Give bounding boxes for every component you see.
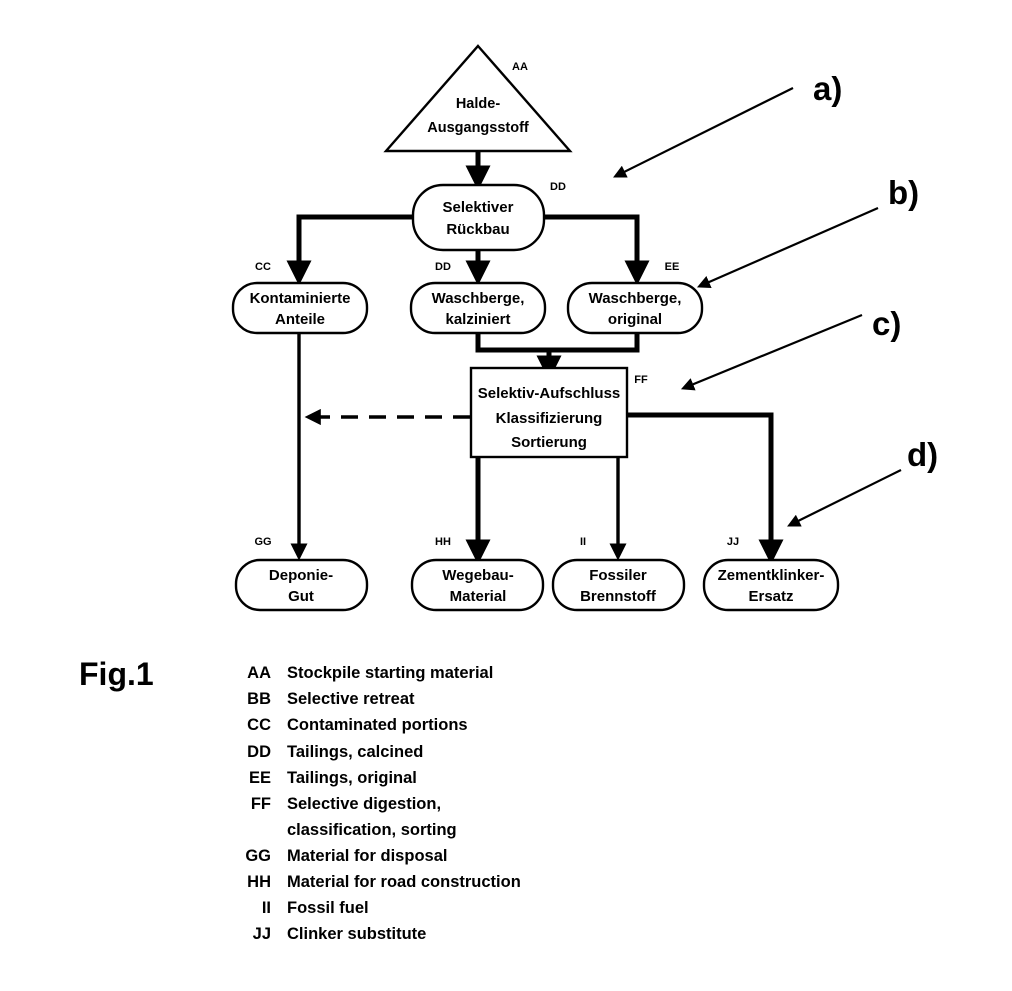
node-label-line: Klassifizierung [495, 409, 603, 427]
node-label-line: Deponie- [268, 566, 334, 584]
node-material-for-disposal[interactable] [236, 536, 367, 610]
node-tag: AA [512, 61, 528, 73]
node-label-line: Selektiv-Aufschluss [477, 384, 621, 402]
legend-key: BB [247, 690, 271, 708]
legend-key: II [261, 899, 271, 917]
legend-text: Tailings, calcined [287, 743, 424, 761]
node-label-line: Sortierung [511, 433, 587, 451]
callout-a [616, 70, 842, 176]
node-tag: DD [435, 261, 451, 273]
connector-bb-cc [299, 217, 420, 273]
node-label-line: Brennstoff [580, 587, 656, 605]
node-label-line: Material [449, 587, 507, 605]
legend-text: Stockpile starting material [287, 664, 494, 682]
node-label-line: Wegebau- [442, 566, 514, 584]
node-label-line: Rückbau [446, 220, 510, 238]
node-label-line: Kontaminierte [249, 289, 351, 307]
legend-text: Selective retreat [287, 690, 415, 708]
legend-key: GG [245, 847, 271, 865]
legend-text: Material for disposal [287, 847, 448, 865]
node-label-line: Ersatz [748, 587, 794, 605]
node-label-line: kalziniert [445, 310, 511, 328]
node-stockpile-starting-material[interactable] [386, 46, 570, 151]
figure-label: Fig.1 [79, 656, 154, 692]
legend-row [251, 795, 441, 813]
legend-key: EE [248, 769, 271, 787]
legend-text: Material for road construction [287, 873, 521, 891]
legend-key: CC [247, 716, 271, 734]
node-tag: CC [255, 261, 271, 273]
legend-text: Selective digestion, [287, 795, 442, 813]
legend-key: FF [250, 795, 271, 813]
node-selective-retreat[interactable] [413, 181, 566, 250]
node-tag: II [579, 536, 587, 548]
legend-row [247, 716, 467, 734]
callout-c-label: c) [872, 305, 902, 342]
legend-text: classification, sorting [287, 821, 457, 839]
callout-b-label: b) [888, 174, 920, 211]
callout-d [790, 436, 938, 525]
legend-row [247, 690, 415, 708]
callout-c [684, 305, 901, 388]
legend-text: Clinker substitute [287, 925, 427, 943]
legend-key: HH [247, 873, 271, 891]
node-label-line: Selektiver [442, 198, 514, 216]
legend-row [245, 847, 447, 865]
node-label-line: Halde- [455, 95, 501, 112]
node-tag: EE [664, 261, 680, 273]
legend-row [247, 873, 521, 891]
node-label-line: Waschberge, [431, 289, 525, 307]
node-label-line: Ausgangsstoff [427, 119, 529, 136]
callout-a-label: a) [813, 70, 843, 107]
node-label-line: Waschberge, [588, 289, 682, 307]
connector-ff-jj [627, 415, 771, 552]
legend-key: AA [247, 664, 271, 682]
node-label-line: Fossiler [589, 566, 647, 584]
legend-text: Fossil fuel [287, 899, 369, 917]
node-label-line: original [607, 310, 663, 328]
legend-key: DD [247, 743, 271, 761]
callout-b [700, 174, 919, 286]
node-label-line: Zementklinker- [717, 566, 825, 584]
node-tag: GG [254, 536, 272, 548]
legend-row [247, 743, 423, 761]
legend-key: JJ [252, 925, 271, 943]
legend-row [249, 769, 417, 787]
legend-text: Tailings, original [287, 769, 417, 787]
node-label-line: Anteile [274, 310, 326, 328]
node-label-line: Gut [288, 587, 314, 605]
legend-text: Contaminated portions [287, 716, 468, 734]
legend-row [253, 925, 427, 943]
legend-row [247, 664, 493, 682]
legend [245, 664, 520, 943]
node-tag: JJ [726, 536, 740, 548]
connector-bb-ee [536, 217, 637, 273]
legend-row [262, 899, 369, 917]
node-selective-digestion[interactable] [471, 368, 648, 457]
node-tag: DD [550, 181, 566, 193]
connector-dd-ee-ff [478, 333, 637, 368]
legend-row [287, 821, 457, 839]
callout-d-label: d) [907, 436, 939, 473]
node-tag: HH [435, 536, 451, 548]
node-tag: FF [634, 374, 648, 386]
